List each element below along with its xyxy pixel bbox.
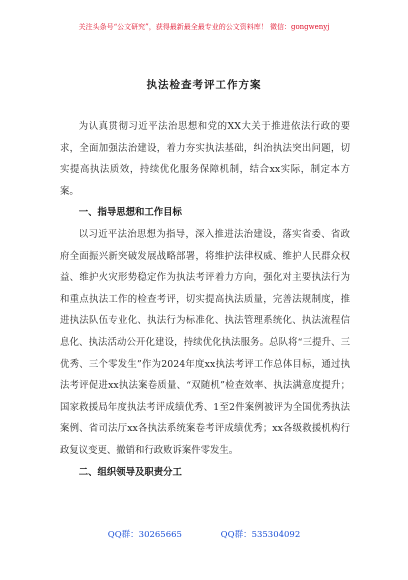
top-banner: 关注头条号“公文研究”，获得最新最全最专业的公文资料库！ 微信：gongwenyj bbox=[78, 23, 330, 31]
section-heading-1: 一、指导思想和工作目标 bbox=[78, 207, 182, 219]
footer-qq-group-1: QQ群：30265665 bbox=[107, 530, 182, 540]
intro-paragraph: 为认真贯彻习近平法治思想和党的XX大关于推进依法行政的要求，全面加强法治建设，着力夯实执法基础，纠治执法突出问题，切实提高执法质效，持续优化服务保障机制，结合xx实际，制定本方案。 bbox=[60, 121, 350, 197]
section-heading-2: 二、组织领导及职责分工 bbox=[78, 466, 182, 478]
guiding-paragraph: 以习近平法治思想为指导，深入推进法治建设，落实省委、省政府全面振兴新突破发展战略部署，将维护法律权威、维护人民群众权益、维护火灾形势稳定作为执法考评着力方向，强化对主要执法行为和重点执法工作的检查考评，切实提高执法质量，完善法规制度，推进执法队伍专业化、执法行为标准化、执法管理系统化、执法流程信息化、执法活动公开化建设，持续优化执法服务。总队将“三提升、三优秀、三个零发生”作为2024年度xx执法考评工作总体目标，通过执法考评促进xx执法案卷质量、“双随机”检查效率、执法满意度提升；国家救援局年度执法考评成绩优秀、1至2件案例被评为全国优秀执法案例、省司法厅xx各执法系统案卷考评成绩优秀；xx各级救援机构行政复议变更、撤销和行政败诉案件零发生。 bbox=[60, 228, 350, 456]
document-title: 执法检查考评工作方案 bbox=[146, 79, 262, 91]
document-body bbox=[60, 116, 350, 483]
footer-qq-group-2: QQ群：535304092 bbox=[220, 530, 301, 540]
footer-contact bbox=[0, 529, 408, 541]
